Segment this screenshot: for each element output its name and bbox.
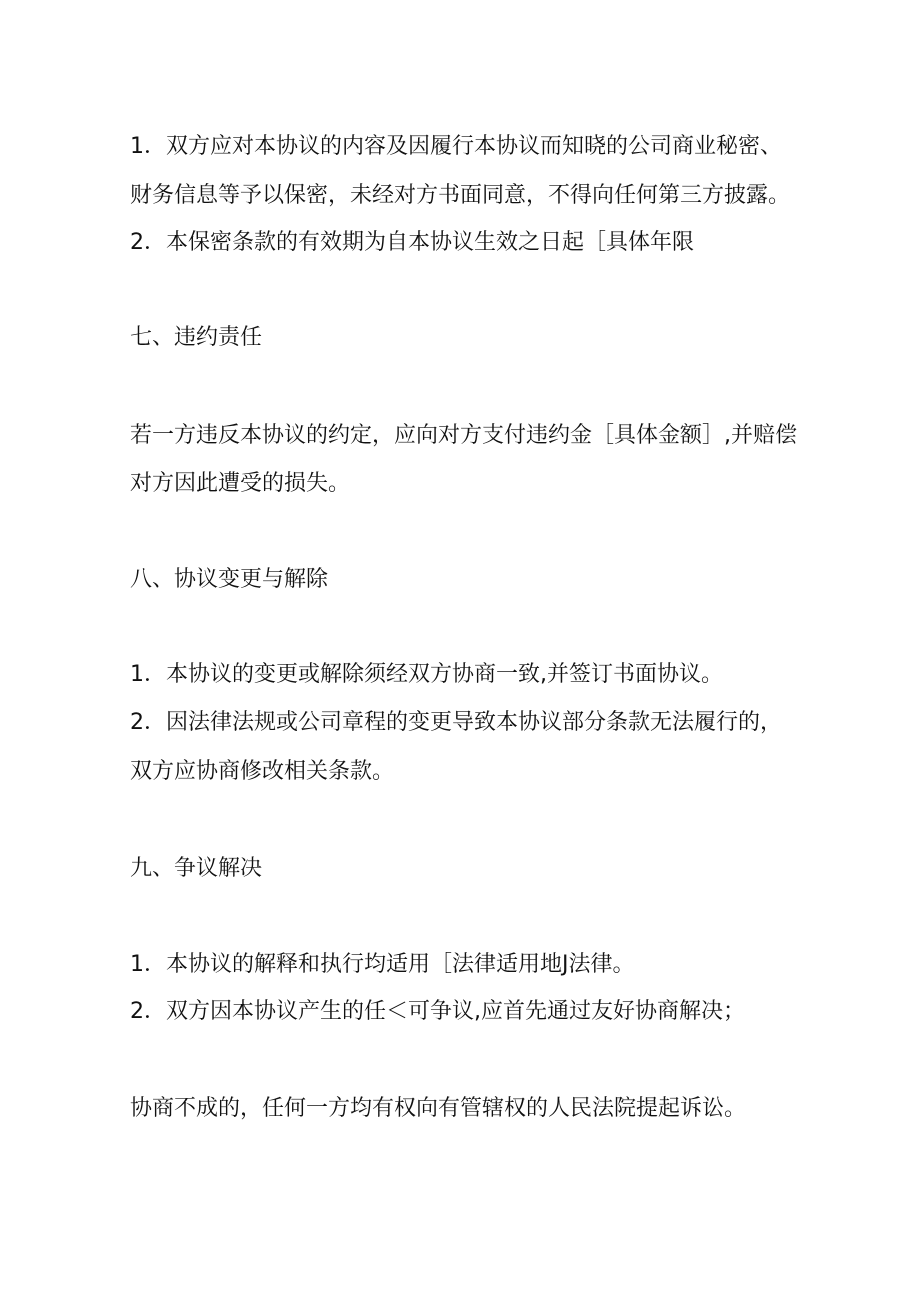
confidentiality-item-1-line-2: 财务信息等予以保密，未经对方书面同意，不得向任何第三方披露。 (130, 183, 791, 208)
section-9-item-1: 1．本协议的解释和执行均适用［法律适用地J法律。 (130, 952, 635, 977)
confidentiality-item-2: 2．本保密条款的有效期为自本协议生效之日起［具体年限 (130, 230, 694, 255)
section-7-paragraph-line-2: 对方因此遭受的损失。 (130, 471, 351, 496)
section-9-heading: 九、争议解决 (130, 856, 263, 881)
confidentiality-item-1-line-1: 1．双方应对本协议的内容及因履行本协议而知晓的公司商业秘密、 (130, 134, 782, 159)
section-9-paragraph: 协商不成的，任何一方均有权向有管辖权的人民法院提起诉讼。 (130, 1096, 747, 1121)
section-8-item-1: 1．本协议的变更或解除须经双方协商一致,并签订书面协议。 (130, 662, 723, 687)
section-7-paragraph-line-1: 若一方违反本协议的约定，应向对方支付违约金［具体金额］,并赔偿 (130, 423, 797, 448)
section-9-item-2: 2．双方因本协议产生的任＜可争议,应首先通过友好协商解决； (130, 999, 745, 1024)
section-7-heading: 七、违约责任 (130, 325, 263, 350)
section-8-item-2-line-2: 双方应协商修改相关条款。 (130, 759, 395, 784)
section-8-item-2-line-1: 2．因法律法规或公司章程的变更导致本协议部分条款无法履行的， (130, 710, 782, 735)
section-8-heading: 八、协议变更与解除 (130, 567, 329, 592)
